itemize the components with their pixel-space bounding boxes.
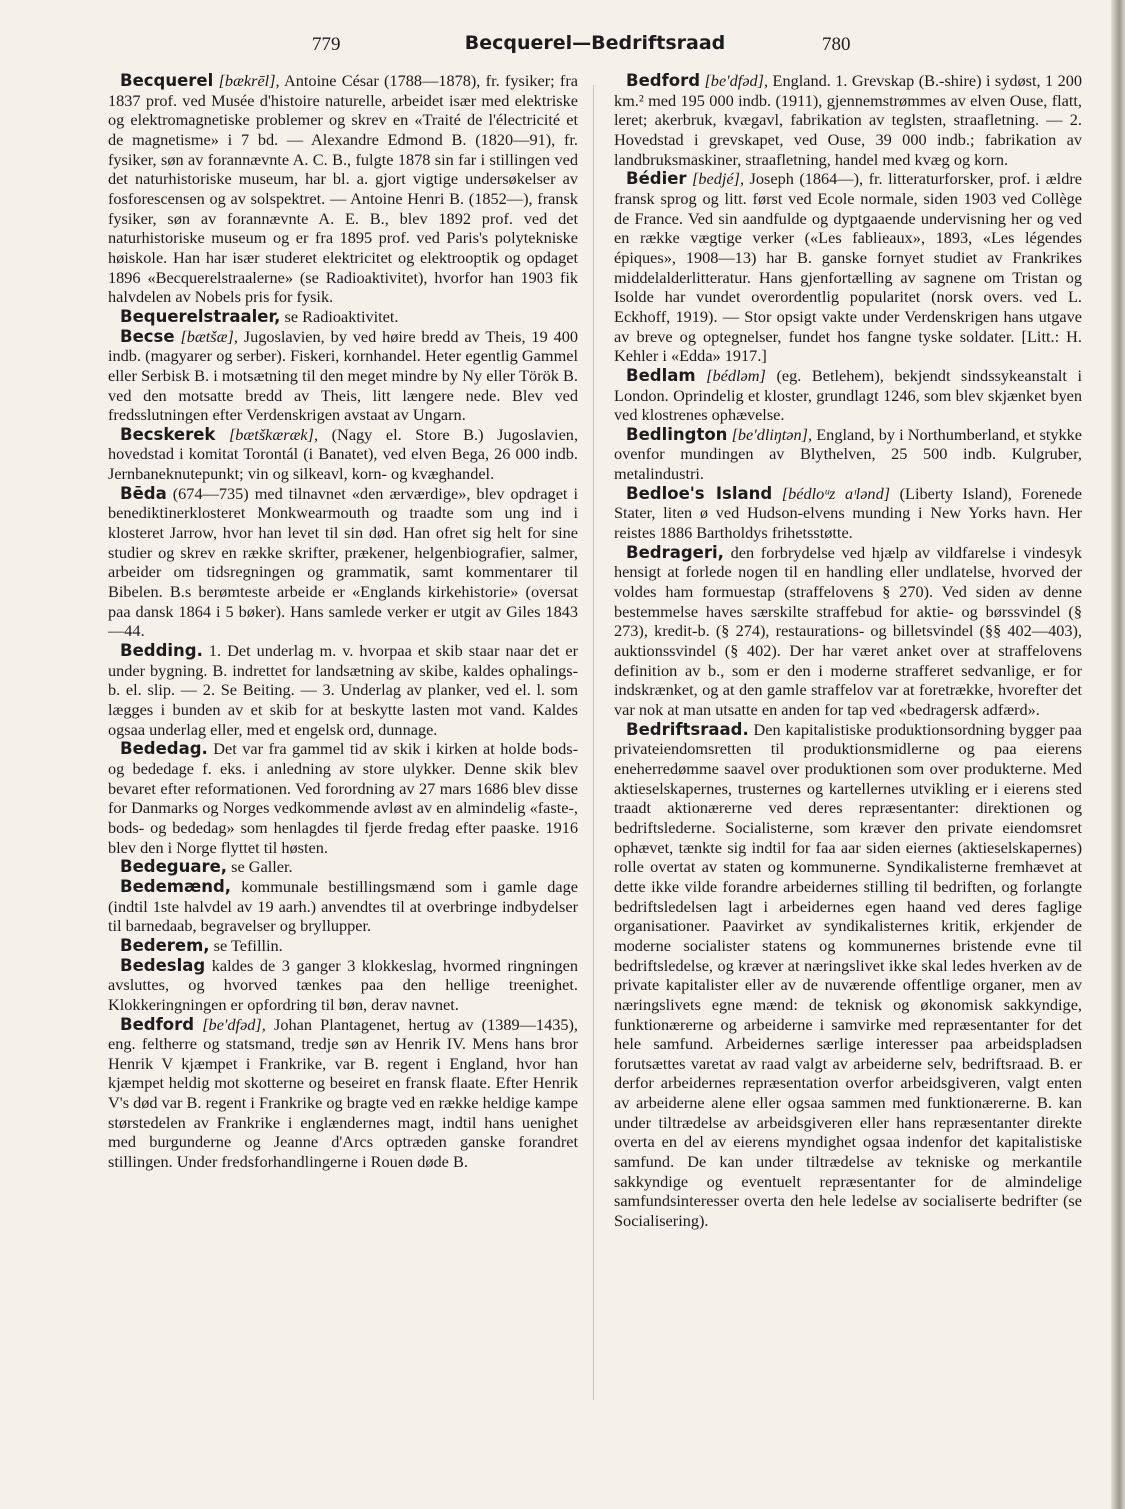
dictionary-entry xyxy=(108,857,578,877)
entry-text: den forbrydelse ved hjælp av vildfarelse i vindesyk hensigt at forlede nogen til en handling eller undlatelse, hvorved der voldes ham formuestap (straffelovens § 270). Ved siden av denne bestemmelse haves særskilte straffebud for aktie- og børssvindel (§ 273), kredit-b. (§ 274), restaurations- og billetsvindel (§§ 402—403), auktionssvindel (§ 402). Der har været anket over at straffelovens definition av b., som er den i moderne strafferet sedvanlige, er for indskrænket, og at den gamle straffelov var at foretrække, hvorefter det var nok at man utsatte en anden for tap ved «bedragersk adfærd». xyxy=(614,542,1082,719)
entry-text: (674—735) med tilnavnet «den ærværdige», blev opdraget i benediktinerklosteret Monkwearmouth og traadte som ung ind i klosteret Jarrow, hvor han levet til sin død. Han ofret sig helt for sine studier og skrev en række skrifter, prækener, helgenbiografier, salmer, arbeider om tidsregningen og grammatik, samt kommentarer til Bibelen. B.s berømteste arbeide er «Englands kirkehistorie» (oversat paa dansk 1864 i 5 bøker). Hans samlede verker er utgit av Giles 1843—44. xyxy=(108,483,578,641)
entry-headword: Bédier xyxy=(626,169,687,189)
entry-text: (eg. Betlehem), bekjendt sindssykeanstalt i London. Oprindelig et kloster, grundlagt 1246, som blev skjænket byen ved klostrenes ophævelse. xyxy=(614,365,1082,425)
entry-headword: Bedlam xyxy=(626,365,696,385)
entry-text: Johan Plantagenet, hertug av (1389—1435), eng. feltherre og statsmand, tredje søn av Henrik IV. Mens hans bror Henrik V kjæmpet i Frankrike, var B. regent i England, hvor han kjæmpet heldig mot skotterne og beseiret en fransk flaate. Efter Henrik V's død var B. regent i Frankrike og bragte ved en række heldige kampe størstedelen av Frankrike i englændernes magt, indtil hans uenighet med burgunderne og Jeanne d'Arcs optræden ganske forandret stillingen. Under fredsforhandlingerne i Rouen døde B. xyxy=(108,1014,578,1172)
page-number-left: 779 xyxy=(312,34,341,55)
entry-pronunciation: [bætškæræk], xyxy=(228,424,319,444)
entry-text: England, by i Northumberland, et stykke ovenfor mundingen av Blythelven, 25 500 indb. Kulgruber, metalindustri. xyxy=(614,424,1082,484)
entry-text: England. 1. Grevskap (B.-shire) i sydøst, 1 200 km.² med 195 000 indb. (1911), gjennemstrømmes av elven Ouse, flatt, leret; akerbruk, kvægavl, fabrikation av teglsten, straafletning. — 2. Hovedstad i grevskapet, ved Ouse, 39 000 indb.; fabrikation av landbruksmaskiner, straafletning, handel med kvæg og korn. xyxy=(614,71,1082,169)
entry-headword: Bedrageri, xyxy=(626,542,724,562)
entry-headword: Bedeslag xyxy=(120,955,206,975)
entry-headword: Bedeguare, xyxy=(120,857,228,877)
entry-pronunciation: [be'dliŋtən], xyxy=(731,424,813,444)
entry-headword: Bedriftsraad. xyxy=(626,719,749,739)
entry-headword: Bedlington xyxy=(626,424,728,444)
entry-headword: Bedding. xyxy=(120,641,203,661)
page-number-right: 780 xyxy=(822,34,851,55)
entry-pronunciation: [bédləm] xyxy=(706,365,766,385)
entry-headword: Bederem, xyxy=(120,935,210,955)
entry-pronunciation: [be'dfəd], xyxy=(202,1014,266,1034)
dictionary-entry xyxy=(614,169,1082,366)
dictionary-entry xyxy=(108,739,578,857)
entry-headword: Becquerel xyxy=(120,71,214,90)
dictionary-entry xyxy=(108,327,578,425)
entry-text: Den kapitalistiske produktionsordning bygger paa privateiendomsretten til produktionsmidlerne og paa eierens eneherredømme saavel over produktionen som over produkterne. Med aktieselskapernes, trusternes og kartellernes utvikling er i eierens sted traadt aktionærerne ved deres repræsentanter: direktionen og bedriftslederne. Socialisterne, som kræver den private eiendomsret ophævet, tænkte sig indtil for faa aar siden eiernes (aktieselskapernes) rolle overtat av staten og kommunerne. Syndikalisterne fremhævet at dette ikke vilde forandre arbeidernes stilling til bedriften, og forlangte bedriftsledelsen lagt i arbeidernes egen haand ved deres faglige organisationer. Paavirket av syndikalisternes kritik, erkjender de moderne socialister statens og kommunernes bristende evne til bedriftsledelse, og kræver at næringslivet ikke skal ledes hverken av de private kapitalister eller av de nuværende offentlige organer, men av næringslivets egne mænd: de teknisk og økonomisk sakkyndige, funktionærerne og arbeiderne i samvirke med repræsentanter for det hele samfund. Arbeidernes særlige interesser paa arbeidspladsen forutsættes varetat av raad valgt av arbeiderne selv, bedriftsraad. B. er derfor arbeidernes repræsentation overfor arbeidsgiveren, valgt enten av arbeiderne alene eller ogsaa sammen med funktionærerne. B. kan under tiltrædelse av arbeidsgiveren eller hans repræsentanter direkte overta en del av eierens myndighet ogsaa indenfor det kapitalistiske samfund. De kan under tiltrædelse av tekniske og merkantile sakkyndige og eventuelt repræsentanter for de almindelige samfundsinteresser overta den hele ledelse av socialiserte bedrifter (se Socialisering). xyxy=(614,719,1082,1231)
right-column xyxy=(614,71,1082,1406)
entry-text: se Radioaktivitet. xyxy=(284,306,399,326)
entry-text: Joseph (1864—), fr. litteraturforsker, prof. i ældre fransk sprog og litt. først ved Ecole normale, siden 1903 ved Collège de France. Ved sin aandfulde og dyptgaaende undervisning her og ved en række vægtige verker («Les fablieaux», 1893, «Les légendes épiques», 1908—13) har B. ganske fornyet studiet av Frankrikes middelalderlitteratur. Hans gjenfortælling av sagnene om Tristan og Isolde har vundet overordentlig popularitet (norsk overs. ved L. Eckhoff, 1919). — Stor opsigt vakte under Verdenskrigen hans utgave av breve og optegnelser, fundet hos fangne tyske soldater. [Litt.: H. Kehler i «Edda» 1917.] xyxy=(614,169,1082,366)
entry-text: se Tefillin. xyxy=(213,935,283,955)
dictionary-entry xyxy=(108,307,578,327)
dictionary-entry xyxy=(108,936,578,956)
entry-text: (Liberty Island), Forenede Stater, liten ø ved Hudson-elvens munding i New Yorks havn. Her reistes 1886 Bartholdys frihetsstøtte. xyxy=(614,483,1082,543)
dictionary-entry xyxy=(108,1015,578,1172)
entry-text: 1. Det underlag m. v. hvorpaa et skib staar naar det er under bygning. B. indrettet for landsætning av skibe, kaldes ophalings-b. el. slip. — 2. Se Beiting. — 3. Underlag av planker, ved el. l. som lægges i bunden av et skib for at beskytte lasten mot vand. Kaldes ogsaa underlag eller, med et engelsk ord, dunnage. xyxy=(108,641,578,739)
entry-headword: Bededag. xyxy=(120,739,208,759)
entry-headword: Bedemænd, xyxy=(120,876,232,896)
entry-pronunciation: [be'dfəd], xyxy=(704,71,769,90)
entry-text: Jugoslavien, by ved høire bredd av Theis, 19 400 indb. (magyarer og serber). Fiskeri, kornhandel. Heter egentlig Gammel eller Serbisk B. i motsætning til den meget mindre by Ny eller Török B. ved den motsatte bredd av Theis, litt længere nede. Blev ved fredsslutningen efter Verdenskrigen avstaat av Ungarn. xyxy=(108,326,578,425)
entry-headword: Bedloe's Island xyxy=(626,483,773,503)
entry-pronunciation: [bætšæ], xyxy=(180,326,238,346)
book-spine-edge xyxy=(1111,0,1125,1509)
entry-headword: Bēda xyxy=(120,483,167,503)
dictionary-entry xyxy=(614,425,1082,484)
entry-pronunciation: [bedjé], xyxy=(692,169,745,189)
dictionary-entry xyxy=(614,484,1082,543)
dictionary-entry xyxy=(614,543,1082,720)
entry-text: (Nagy el. Store B.) Jugoslavien, hovedstad i komitat Torontál (i Banatet), ved elven Bega, 26 000 indb. Jernbaneknutepunkt; vin og silkeavl, korn- og kvæghandel. xyxy=(108,424,578,484)
entry-headword: Becskerek xyxy=(120,424,216,444)
entry-text: Antoine César (1788—1878), fr. fysiker; fra 1837 prof. ved Musée d'histoire naturelle, arbeidet især med elektriske og elektromagnetiske problemer og skrev en «Traité de l'électricité et de magnetisme» i 7 bd. — Alexandre Edmond B. (1820—91), fr. fysiker, søn av forannævnte A. C. B., fulgte 1878 sin far i stillingen ved det naturhistoriske museum, har bl. a. gjort vigtige undersøkelser av fosforescensen og av solspektret. — Antoine Henri B. (1852—), fransk fysiker, søn av forannævnte A. E. B., blev 1892 prof. ved det naturhistoriske museum og er fra 1895 prof. ved Paris's polytekniske høiskole. Han har især studeret elektricitet og elektrooptik og opdaget 1896 «Becquerelstraalerne» (se Radioaktivitet), hvorfor han 1903 fik halvdelen av Nobels pris for fysik. xyxy=(108,71,578,307)
entry-text: Det var fra gammel tid av skik i kirken at holde bods- og bededage f. eks. i anledning av store ulykker. Denne skik blev bevaret efter reformationen. Ved forordning av 27 mars 1686 blev disse for Danmarks og Norges vedkommende avløst av en almindelig «faste-, bods- og bededag» som henlagdes til fjerde fredag efter paaske. 1916 blev den i Norge flyttet til høsten. xyxy=(108,739,578,857)
entry-pronunciation: [bédloᵘz aᶦlənd] xyxy=(781,483,891,503)
dictionary-entry xyxy=(614,71,1082,169)
left-column xyxy=(108,71,578,1406)
dictionary-entry xyxy=(108,484,578,641)
entry-text: kommunale bestillingsmænd som i gamle dage (indtil 1ste halvdel av 19 aarh.) anvendtes til at overbringe indbydelser til barnedaab, begravelser og bryllupper. xyxy=(108,876,578,936)
entry-text: se Galler. xyxy=(231,857,293,877)
entry-headword: Bedford xyxy=(626,71,701,90)
dictionary-entry xyxy=(108,71,578,307)
dictionary-entry xyxy=(108,956,578,1015)
dictionary-entry xyxy=(108,641,578,739)
dictionary-entry xyxy=(108,877,578,936)
entry-headword: Bedford xyxy=(120,1014,195,1034)
column-divider xyxy=(593,85,594,1400)
dictionary-entry xyxy=(614,366,1082,425)
dictionary-entry xyxy=(108,425,578,484)
dictionary-entry xyxy=(614,720,1082,1231)
page-header xyxy=(110,34,1080,60)
entry-headword: Bequerelstraaler, xyxy=(120,306,281,326)
entry-pronunciation: [bækrēl], xyxy=(218,71,280,90)
running-head: Becquerel—Bedriftsraad xyxy=(464,32,726,54)
entry-text: kaldes de 3 ganger 3 klokkeslag, hvormed ringningen avsluttes, og hvorved tænkes paa den hellige treenighet. Klokkeringningen er opfordring til bøn, derav navnet. xyxy=(108,955,578,1014)
entry-headword: Becse xyxy=(120,326,175,346)
